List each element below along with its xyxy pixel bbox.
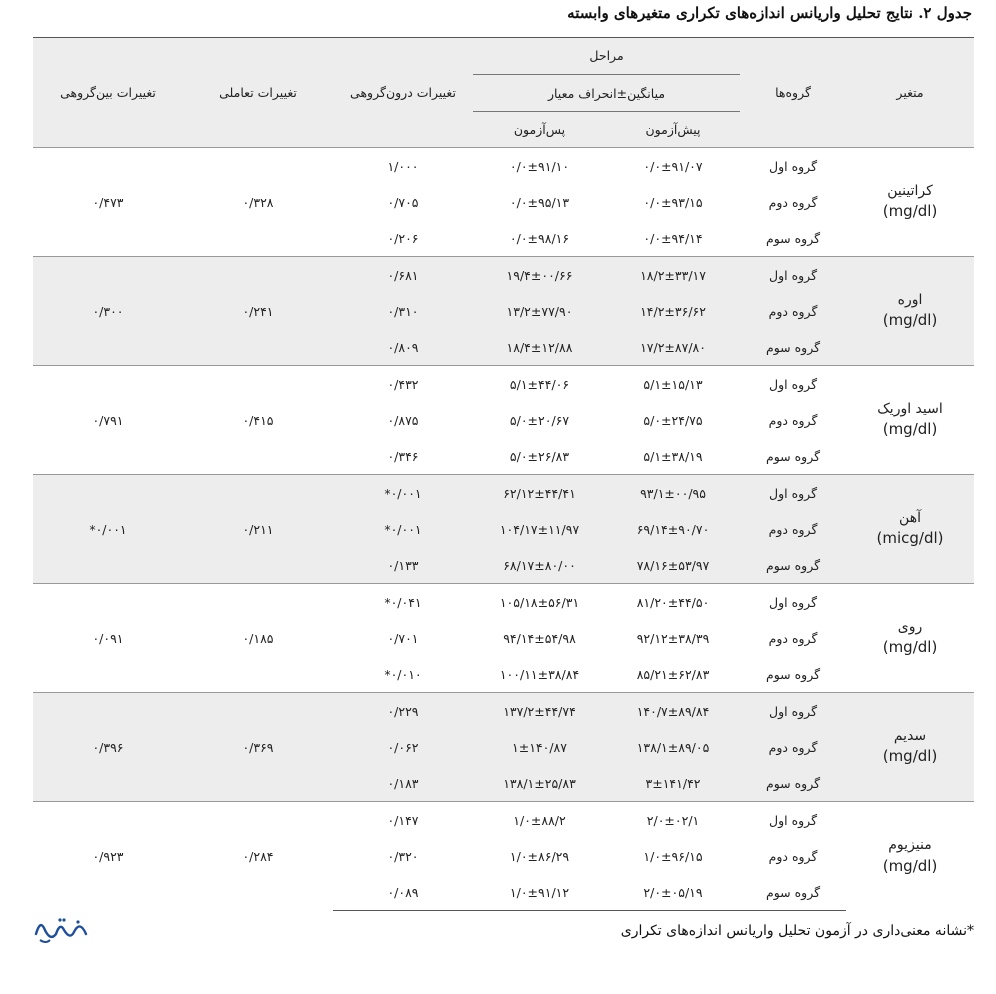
within-group-value: ۰/۲۲۹ [333,693,473,730]
variable-unit: (micg/dl) [876,529,944,548]
posttest-value: ۶۲/۱۲±۴۴/۴۱ [473,475,606,512]
interaction-value: ۰/۲۸۴ [183,802,333,911]
within-group-value: ۰/۶۸۱ [333,257,473,294]
group-label: گروه سوم [740,329,846,366]
posttest-value: ۱۸/۴±۱۲/۸۸ [473,329,606,366]
between-group-value: ۰/۴۷۳ [33,148,183,257]
pretest-value: ۱۸/۲±۳۳/۱۷ [606,257,740,294]
header-stages: مراحل [473,38,740,76]
pretest-value: ۱۷/۲±۸۷/۸۰ [606,329,740,366]
within-group-value: ۰/۰۱۰* [384,666,422,682]
pretest-value: ۳±۱۴۱/۴۲ [606,765,740,802]
within-group-value: ۰/۲۰۶ [387,230,419,246]
group-label: گروه سوم [740,765,846,802]
group-label: گروه دوم [768,848,818,864]
posttest-value: ۵/۰±۲۶/۸۳ [509,448,570,464]
pretest-value: ۲/۰±۰۲/۱ [606,802,740,839]
group-label: گروه سوم [765,448,821,464]
group-label: گروه سوم [765,230,821,246]
pretest-value: ۹۲/۱۲±۳۸/۳۹ [636,630,710,646]
table-row [33,584,974,621]
pretest-value: ۱۴/۲±۳۶/۶۲ [606,293,740,329]
variable-name-cell [846,584,974,693]
header-interaction: تغییرات تعاملی [183,38,333,148]
table-row [33,366,974,403]
pretest-value: ۹۳/۱±۰۰/۹۵ [606,475,740,512]
within-group-value: ۰/۰۰۱* [333,511,473,547]
within-group-value: ۰/۱۳۳ [333,547,473,584]
header-between: تغییرات بین‌گروهی [33,38,183,148]
interaction-value: ۰/۲۱۱ [183,475,333,584]
group-label: گروه اول [740,802,846,839]
within-group-value: ۰/۷۰۵ [387,194,419,210]
interaction-value: ۰/۲۴۱ [183,257,333,366]
table-row [33,475,974,512]
within-group-value: ۰/۳۴۶ [387,448,419,464]
between-group-value: ۰/۳۰۰ [33,257,183,366]
pretest-value: ۰/۰±۹۴/۱۴ [643,230,703,246]
table-body [33,148,974,911]
variable-unit: (mg/dl) [882,311,938,330]
pretest-value: ۰/۰±۹۱/۰۷ [606,148,740,185]
pretest-value: ۱/۰±۹۶/۱۵ [643,848,703,864]
variable-unit: (mg/dl) [882,638,938,657]
within-group-value: ۰/۸۷۵ [387,412,419,428]
group-label: گروه دوم [740,293,846,329]
between-group-value: ۰/۰۰۱* [33,475,183,584]
posttest-value: ۱۳/۲±۷۷/۹۰ [473,293,606,329]
posttest-value: ۰/۰±۹۸/۱۶ [509,230,570,246]
results-table [33,37,974,911]
posttest-value: ۶۸/۱۷±۸۰/۰۰ [473,547,606,584]
variable-unit: (mg/dl) [882,856,938,875]
interaction-value: ۰/۴۱۵ [183,366,333,475]
between-group-value: ۰/۳۹۶ [33,693,183,802]
group-label: گروه اول [740,366,846,403]
pretest-value: ۸۵/۲۱±۶۲/۸۳ [636,666,710,682]
posttest-value: ۱/۰±۸۶/۲۹ [509,848,570,864]
variable-name: کراتینین [887,182,933,199]
variable-name: سدیم [893,727,927,744]
pretest-value: ۰/۰±۹۳/۱۵ [643,194,703,210]
posttest-value: ۱±۱۴۰/۸۷ [473,729,606,765]
posttest-value: ۱/۰±۸۸/۲ [473,802,606,839]
group-label: گروه اول [740,257,846,294]
group-label: گروه اول [740,693,846,730]
variable-name-cell [846,148,974,257]
within-group-value: ۰/۱۴۷ [333,802,473,839]
pretest-value: ۵/۱±۳۸/۱۹ [643,448,703,464]
table-row [33,148,974,185]
between-group-value: ۰/۰۹۱ [33,584,183,693]
pretest-value: ۱۳۸/۱±۸۹/۰۵ [606,729,740,765]
within-group-value: ۰/۱۸۳ [333,765,473,802]
within-group-value: ۰/۰۴۱* [333,584,473,621]
within-group-value: ۰/۰۸۹ [333,874,473,911]
posttest-value: ۱۰۰/۱۱±۳۸/۸۴ [499,666,580,682]
variable-name: منیزیوم [888,837,932,854]
variable-unit: (mg/dl) [882,747,938,766]
header-pretest: پیش‌آزمون [606,112,740,148]
group-label: گروه دوم [768,412,818,428]
header-posttest: پس‌آزمون [473,112,606,148]
pretest-value: ۲/۰±۰۵/۱۹ [606,874,740,911]
group-label: گروه اول [740,148,846,185]
posttest-value: ۱۳۷/۲±۴۴/۷۴ [473,693,606,730]
group-label: گروه اول [740,475,846,512]
header-mean-sd: میانگین±انحراف معیار [473,75,740,112]
header-within: تغییرات درون‌گروهی [333,38,473,148]
pretest-value: ۶۹/۱۴±۹۰/۷۰ [606,511,740,547]
journal-logo [30,912,92,946]
group-label: گروه دوم [768,630,818,646]
variable-name: آهن [899,509,921,526]
variable-name-cell [846,693,974,802]
group-label: گروه سوم [765,666,821,682]
variable-name: اوره [897,291,923,308]
header-groups: گروه‌ها [740,38,846,148]
within-group-value: ۰/۰۶۲ [333,729,473,765]
pretest-value: ۸۱/۲۰±۴۴/۵۰ [606,584,740,621]
variable-unit: (mg/dl) [882,420,938,439]
variable-name: روی [897,618,923,635]
table-caption: جدول ۲. نتایج تحلیل واریانس اندازه‌های تکراری متغیرهای وابسته [567,4,972,22]
group-label: گروه دوم [740,729,846,765]
within-group-value: ۱/۰۰۰ [333,148,473,185]
footnote: *نشانه معنی‌داری در آزمون تحلیل واریانس اندازه‌های تکراری [620,923,974,939]
posttest-value: ۵/۱±۴۴/۰۶ [473,366,606,403]
posttest-value: ۵/۰±۲۰/۶۷ [509,412,570,428]
group-label: گروه دوم [768,194,818,210]
within-group-value: ۰/۷۰۱ [387,630,419,646]
table-row [33,802,974,839]
variable-name-cell [846,802,974,911]
within-group-value: ۰/۳۱۰ [333,293,473,329]
pretest-value: ۱۴۰/۷±۸۹/۸۴ [606,693,740,730]
group-label: گروه سوم [740,874,846,911]
within-group-value: ۰/۸۰۹ [333,329,473,366]
pretest-value: ۵/۱±۱۵/۱۳ [606,366,740,403]
variable-name-cell [846,475,974,584]
variable-name: اسید اوریک [877,400,943,417]
interaction-value: ۰/۳۲۸ [183,148,333,257]
pretest-value: ۵/۰±۲۴/۷۵ [643,412,703,428]
posttest-value: ۱۰۴/۱۷±۱۱/۹۷ [473,511,606,547]
between-group-value: ۰/۷۹۱ [33,366,183,475]
group-label: گروه اول [740,584,846,621]
posttest-value: ۱۳۸/۱±۲۵/۸۳ [473,765,606,802]
posttest-value: ۰/۰±۹۱/۱۰ [473,148,606,185]
interaction-value: ۰/۳۶۹ [183,693,333,802]
group-label: گروه دوم [740,511,846,547]
posttest-value: ۰/۰±۹۵/۱۳ [509,194,570,210]
posttest-value: ۱۰۵/۱۸±۵۶/۳۱ [473,584,606,621]
group-label: گروه سوم [740,547,846,584]
posttest-value: ۱۹/۴±۰۰/۶۶ [473,257,606,294]
header-variable: متغیر [846,38,974,148]
posttest-value: ۱/۰±۹۱/۱۲ [473,874,606,911]
table-row [33,693,974,730]
posttest-value: ۹۴/۱۴±۵۴/۹۸ [503,630,576,646]
pretest-value: ۷۸/۱۶±۵۳/۹۷ [606,547,740,584]
between-group-value: ۰/۹۲۳ [33,802,183,911]
within-group-value: ۰/۳۲۰ [387,848,419,864]
within-group-value: ۰/۰۰۱* [333,475,473,512]
table-row [33,257,974,294]
variable-name-cell [846,366,974,475]
within-group-value: ۰/۴۳۲ [333,366,473,403]
interaction-value: ۰/۱۸۵ [183,584,333,693]
variable-unit: (mg/dl) [882,202,938,221]
variable-name-cell [846,257,974,366]
